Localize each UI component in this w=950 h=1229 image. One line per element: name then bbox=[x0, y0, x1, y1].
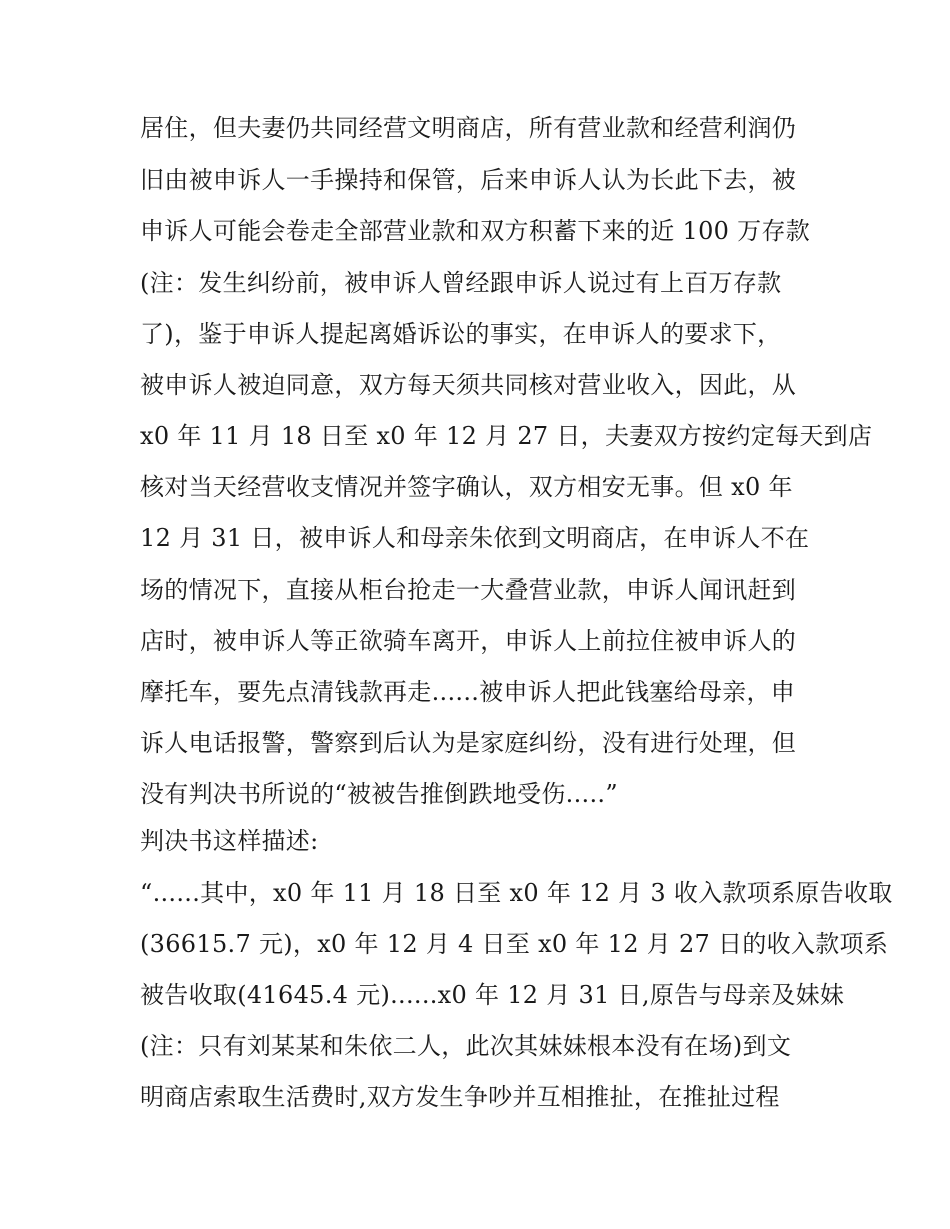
text-line: 被告收取(41645.4 元)......x0 年 12 月 31 日,原告与母亲及妹妹 bbox=[140, 981, 845, 1009]
text-line: 申诉人可能会卷走全部营业款和双方积蓄下来的近 100 万存款 bbox=[140, 217, 811, 245]
text-line: 店时，被申诉人等正欲骑车离开，申诉人上前拉住被申诉人的 bbox=[140, 627, 797, 655]
text-line: 12 月 31 日，被申诉人和母亲朱依到文明商店，在申诉人不在 bbox=[140, 524, 810, 552]
text-line: (36615.7 元)，x0 年 12 月 4 日至 x0 年 12 月 27 日的收入款项系 bbox=[140, 930, 889, 958]
text-line: 了)，鉴于申诉人提起离婚诉讼的事实，在申诉人的要求下， bbox=[140, 320, 782, 348]
text-line: 旧由被申诉人一手操持和保管，后来申诉人认为长此下去，被 bbox=[140, 166, 797, 194]
text-line: “......其中，x0 年 11 月 18 日至 x0 年 12 月 3 收入款项系原告收取 bbox=[140, 879, 893, 907]
text-line: (注：只有刘某某和朱依二人，此次其妹妹根本没有在场)到文 bbox=[140, 1032, 792, 1060]
text-line: 场的情况下，直接从柜台抢走一大叠营业款，申诉人闻讯赶到 bbox=[140, 576, 797, 604]
text-line: 没有判决书所说的“被被告推倒跌地受伤.....” bbox=[140, 780, 618, 808]
text-line: x0 年 11 月 18 日至 x0 年 12 月 27 日，夫妻双方按约定每天到店 bbox=[140, 422, 873, 450]
text-line: 居住，但夫妻仍共同经营文明商店，所有营业款和经营利润仍 bbox=[140, 114, 797, 142]
text-line: (注：发生纠纷前，被申诉人曾经跟申诉人说过有上百万存款 bbox=[140, 269, 782, 297]
text-line: 判决书这样描述: bbox=[140, 827, 319, 855]
text-line: 核对当天经营收支情况并签字确认，双方相安无事。但 x0 年 bbox=[140, 473, 793, 501]
text-line: 明商店索取生活费时,双方发生争吵并互相推扯，在推扯过程 bbox=[140, 1083, 780, 1111]
text-line: 被申诉人被迫同意，双方每天须共同核对营业收入，因此，从 bbox=[140, 371, 797, 399]
text-line: 诉人电话报警，警察到后认为是家庭纠纷，没有进行处理，但 bbox=[140, 729, 797, 757]
text-line: 摩托车，要先点清钱款再走......被申诉人把此钱塞给母亲，申 bbox=[140, 678, 796, 706]
